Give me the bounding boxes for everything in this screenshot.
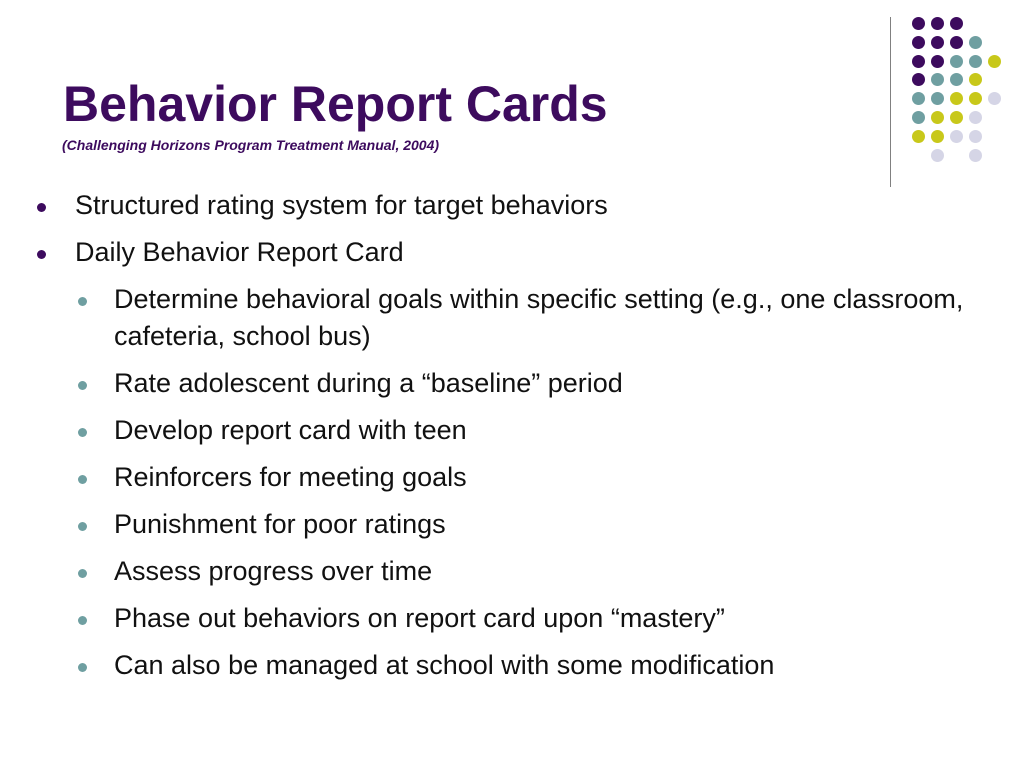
bullet-marker [78,616,87,625]
decorative-dot [969,73,982,86]
decorative-dot [912,111,925,124]
bullet-marker [78,297,87,306]
bullet-item [0,234,1024,271]
bullet-text: Reinforcers for meeting goals [114,462,467,492]
sub-bullet-item [0,647,1024,684]
decorative-dot [950,55,963,68]
decorative-dot [988,55,1001,68]
bullet-marker [78,522,87,531]
decorative-dot [988,92,1001,105]
decorative-dot [950,17,963,30]
bullet-item [0,187,1024,224]
sub-bullet-item [0,412,1024,449]
decorative-dot [969,130,982,143]
bullet-text: Daily Behavior Report Card [75,237,404,267]
decorative-dot-grid [0,0,1024,200]
sub-bullet-item [0,459,1024,496]
decorative-dot [912,130,925,143]
slide-subtitle: (Challenging Horizons Program Treatment Manual, 2004) [62,137,440,153]
bullet-text: Rate adolescent during a “baseline” period [114,368,623,398]
bullet-text: Punishment for poor ratings [114,509,446,539]
bullet-list [0,187,1024,694]
bullet-text: Determine behavioral goals within specific setting (e.g., one classroom, cafeteria, school bus) [114,284,964,351]
bullet-marker [78,475,87,484]
bullet-marker [78,569,87,578]
sub-bullet-item [0,553,1024,590]
bullet-marker [78,663,87,672]
decorative-dot [912,73,925,86]
bullet-text: Develop report card with teen [114,415,467,445]
sub-bullet-item [0,281,1024,355]
decorative-dot [950,130,963,143]
decorative-dot [969,92,982,105]
bullet-text: Structured rating system for target behaviors [75,190,608,220]
decorative-dot [912,17,925,30]
decorative-dot [950,92,963,105]
bullet-marker [78,381,87,390]
decorative-dot [931,73,944,86]
decorative-dot [931,149,944,162]
decorative-dot [969,111,982,124]
sub-bullet-item [0,365,1024,402]
bullet-text: Assess progress over time [114,556,433,586]
decorative-dot [969,149,982,162]
decorative-dot [969,36,982,49]
decorative-dot [950,36,963,49]
decorative-dot [912,55,925,68]
sub-bullet-item [0,506,1024,543]
decorative-dot [931,36,944,49]
bullet-marker [78,428,87,437]
decorative-dot [931,111,944,124]
decorative-dot [969,55,982,68]
bullet-marker [37,250,46,259]
bullet-marker [37,203,46,212]
bullet-text: Can also be managed at school with some modification [114,650,775,680]
decorative-dot [931,92,944,105]
decorative-dot [931,55,944,68]
decorative-dot [931,130,944,143]
sub-bullet-item [0,600,1024,637]
decorative-dot [912,92,925,105]
decorative-dot [950,73,963,86]
slide-title: Behavior Report Cards [63,76,608,132]
decorative-dot [912,36,925,49]
decorative-dot [950,111,963,124]
bullet-text: Phase out behaviors on report card upon “mastery” [114,603,725,633]
decorative-dot [931,17,944,30]
